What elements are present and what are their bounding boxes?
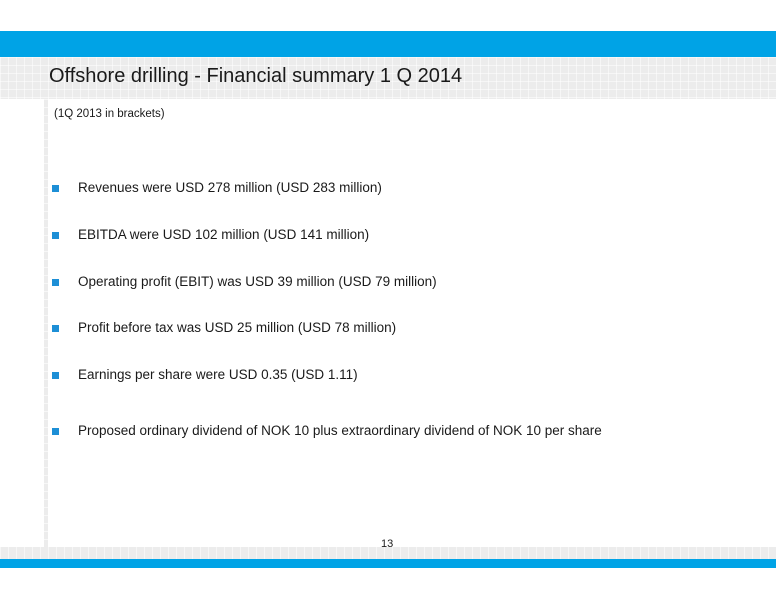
square-bullet-icon [52,372,59,379]
top-accent-bar [0,31,776,57]
bullet-text: EBITDA were USD 102 million (USD 141 million) [78,227,370,242]
bullet-text: Proposed ordinary dividend of NOK 10 plus extraordinary dividend of NOK 10 per share [78,423,602,438]
square-bullet-icon [52,279,59,286]
square-bullet-icon [52,185,59,192]
square-bullet-icon [52,428,59,435]
slide-subtitle: (1Q 2013 in brackets) [54,108,165,120]
slide-title: Offshore drilling - Financial summary 1 Q 2014 [49,65,463,87]
page-number: 13 [381,538,394,550]
bullet-text: Earnings per share were USD 0.35 (USD 1.11) [78,367,358,382]
bullet-text: Profit before tax was USD 25 million (USD 78 million) [78,320,397,335]
bullet-text: Operating profit (EBIT) was USD 39 million (USD 79 million) [78,274,437,289]
left-rule [44,99,48,547]
bullet-text: Revenues were USD 278 million (USD 283 million) [78,180,382,195]
square-bullet-icon [52,232,59,239]
square-bullet-icon [52,325,59,332]
bottom-accent-bar [0,559,776,568]
